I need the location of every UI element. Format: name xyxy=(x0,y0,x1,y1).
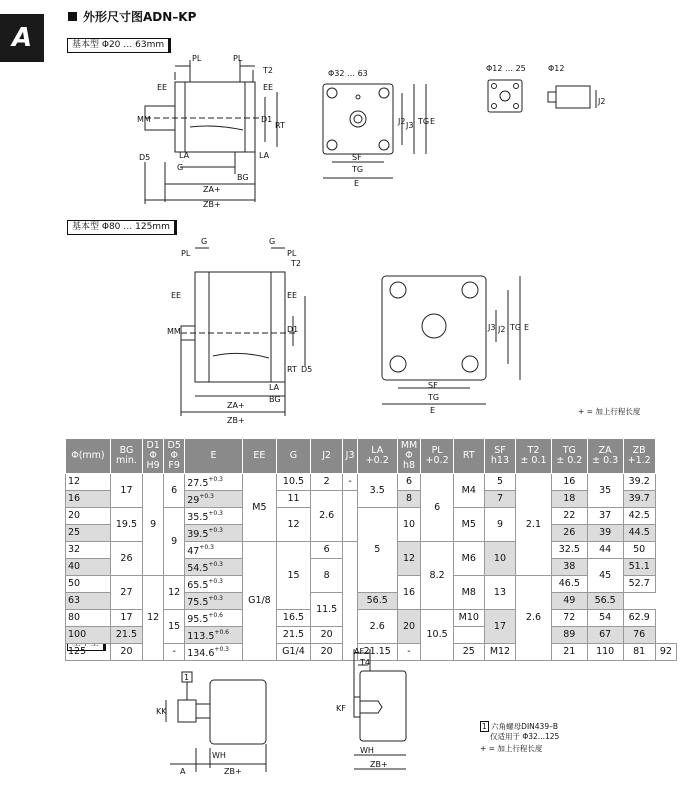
th-mm: MM Φ h8 xyxy=(397,439,421,474)
label-bg-l: BG xyxy=(269,395,281,404)
table-row: 100 21.5 $113.5^{+0.6}$ 21.5 20 89 67 76 xyxy=(66,627,677,644)
label-d1: D1 xyxy=(261,115,273,124)
section-tab-a: A xyxy=(0,14,44,62)
label-tg: TG xyxy=(352,165,364,174)
label-ee-l2: EE xyxy=(287,291,298,300)
label-phi12-25: Φ12 … 25 xyxy=(486,64,526,73)
drawing-basic-female xyxy=(330,645,420,775)
label-j2-small: J2 xyxy=(598,97,606,106)
th-e: E xyxy=(185,439,243,474)
label-la-1: LA xyxy=(179,151,190,160)
label-pl-2: PL xyxy=(233,54,243,63)
stroke-note-top: + = 加上行程长度 xyxy=(578,407,641,416)
table-row: 12 17 9 6 $27.5^{+0.3}$ M5 10.5 2 - 3.5 6 6 M4 5 2.1 16 35 39.2 xyxy=(66,474,677,491)
page-title xyxy=(68,8,196,25)
th-t2: T2 ± 0.1 xyxy=(516,439,552,474)
table-row: 16 $29^{+0.3}$ 11 2.6 8 7 18 39.7 xyxy=(66,491,677,508)
label-rt-l: RT xyxy=(287,365,297,374)
label-pl-l2: PL xyxy=(287,249,297,258)
label-tg-lv: TG xyxy=(510,323,522,332)
table-row: 125 20 - $134.6^{+0.3}$ G1/4 20 21.15 - 25 M12 21 110 81 92 xyxy=(66,644,677,661)
label-pl-l1: PL xyxy=(181,249,191,258)
table-row: 40 $54.5^{+0.3}$ 8 38 45 51.1 xyxy=(66,559,677,576)
drawing-side-small xyxy=(135,52,305,210)
section-label-large: 基本型 Φ80 … 125mm xyxy=(67,220,177,235)
th-j3: J3 xyxy=(343,439,358,474)
table-row: 32 26 $47^{+0.3}$ G1/8 15 6 12 8.2 M6 10 32.5 44 50 xyxy=(66,542,677,559)
table-row: 25 $39.5^{+0.3}$ 26 39 44.5 xyxy=(66,525,677,542)
nut-note xyxy=(480,722,559,742)
label-g-l1: G xyxy=(201,237,208,246)
th-za: ZA ± 0.3 xyxy=(587,439,623,474)
th-pl: PL +0.2 xyxy=(421,439,453,474)
th-ee: EE xyxy=(242,439,276,474)
label-za-l: ZA+ xyxy=(227,401,245,410)
label-bg: BG xyxy=(237,173,249,182)
table-row: 50 27 12 12 $65.5^{+0.3}$ 16 M8 13 2.6 46.5 52.7 xyxy=(66,576,677,593)
label-e-l: E xyxy=(430,406,436,415)
label-g: G xyxy=(177,163,184,172)
nut-note-line1: 六角螺母DIN439–B xyxy=(491,722,558,731)
label-kf: KF xyxy=(336,704,346,713)
label-pl-1: PL xyxy=(192,54,202,63)
label-sf-l: SF xyxy=(428,381,438,390)
nut-note-number: 1 xyxy=(482,722,487,731)
label-d5: D5 xyxy=(139,153,151,162)
label-d1-l: D1 xyxy=(287,325,299,334)
th-rt: RT xyxy=(453,439,484,474)
label-ee-l1: EE xyxy=(171,291,182,300)
label-tg-l: TG xyxy=(428,393,440,402)
label-t4: T4 xyxy=(360,658,370,667)
label-phi12: Φ12 xyxy=(548,64,565,73)
th-phi: Φ(mm) xyxy=(66,439,111,474)
label-sf: SF xyxy=(352,153,362,162)
label-e-v: E xyxy=(430,117,436,126)
label-wh: WH xyxy=(212,751,226,760)
label-e-lv: E xyxy=(524,323,530,332)
label-ee-2: EE xyxy=(263,83,274,92)
label-j2-l: J2 xyxy=(498,325,506,334)
drawing-side-large xyxy=(165,236,315,426)
label-la-2: LA xyxy=(259,151,270,160)
th-g: G xyxy=(276,439,310,474)
drawing-basic-front xyxy=(150,668,280,776)
label-zb-bottom-2: ZB+ xyxy=(370,760,388,769)
dimension-table xyxy=(65,438,677,661)
th-bg: BG min. xyxy=(110,439,142,474)
label-j2: J2 xyxy=(398,117,406,126)
section-label-small: 基本型 Φ20 … 63mm xyxy=(67,38,171,53)
label-za: ZA+ xyxy=(203,185,221,194)
th-tg: TG ± 0.2 xyxy=(551,439,587,474)
label-e: E xyxy=(354,179,360,188)
label-la-l: LA xyxy=(269,383,280,392)
table-row: 20 19.5 9 $35.5^{+0.3}$ 12 5 10 M5 9 22 37 42.5 xyxy=(66,508,677,525)
title-bullet xyxy=(68,12,77,21)
label-af: AF xyxy=(354,647,365,656)
label-phi32: Φ32 … 63 xyxy=(328,69,368,78)
label-g-l2: G xyxy=(269,237,276,246)
th-la: LA +0.2 xyxy=(357,439,397,474)
label-ee-1: EE xyxy=(157,83,168,92)
table-row: 80 17 15 $95.5^{+0.6}$ 16.5 2.6 20 10.5 M10 17 72 54 62.9 xyxy=(66,610,677,627)
label-nut-number: 1 xyxy=(184,673,190,682)
th-d1: D1 Φ H9 xyxy=(143,439,164,474)
table-row: 63 $75.5^{+0.3}$ 11.5 56.5 49 56.5 xyxy=(66,593,677,610)
th-d5: D5 Φ F9 xyxy=(164,439,185,474)
label-j3-l: J3 xyxy=(488,323,496,332)
th-zb: ZB +1.2 xyxy=(623,439,655,474)
drawing-end-12-25 xyxy=(478,62,618,122)
th-j2: J2 xyxy=(311,439,343,474)
label-tg-v: TG xyxy=(418,117,430,126)
th-sf: SF h13 xyxy=(484,439,515,474)
label-zb-l: ZB+ xyxy=(227,416,245,425)
label-t2: T2 xyxy=(263,66,273,75)
label-rt: RT xyxy=(275,121,285,130)
label-mm-l: MM xyxy=(167,327,181,336)
label-t2-l: T2 xyxy=(291,259,301,268)
nut-note-line2: 仅适用于 Φ32...125 xyxy=(490,732,560,741)
title-text: 外形尺寸图ADN–KP xyxy=(83,10,197,24)
label-d5-l: D5 xyxy=(301,365,313,374)
label-mm: MM xyxy=(137,115,151,124)
drawing-end-32-63 xyxy=(318,66,448,188)
drawing-end-large xyxy=(376,270,536,416)
table-header-row xyxy=(66,439,677,474)
label-kk: KK xyxy=(156,707,167,716)
label-j3: J3 xyxy=(406,121,414,130)
label-a: A xyxy=(180,767,186,776)
label-zb: ZB+ xyxy=(203,200,221,209)
stroke-note-bottom: + = 加上行程长度 xyxy=(480,744,543,753)
label-wh-2: WH xyxy=(360,746,374,755)
label-zb-bottom: ZB+ xyxy=(224,767,242,776)
